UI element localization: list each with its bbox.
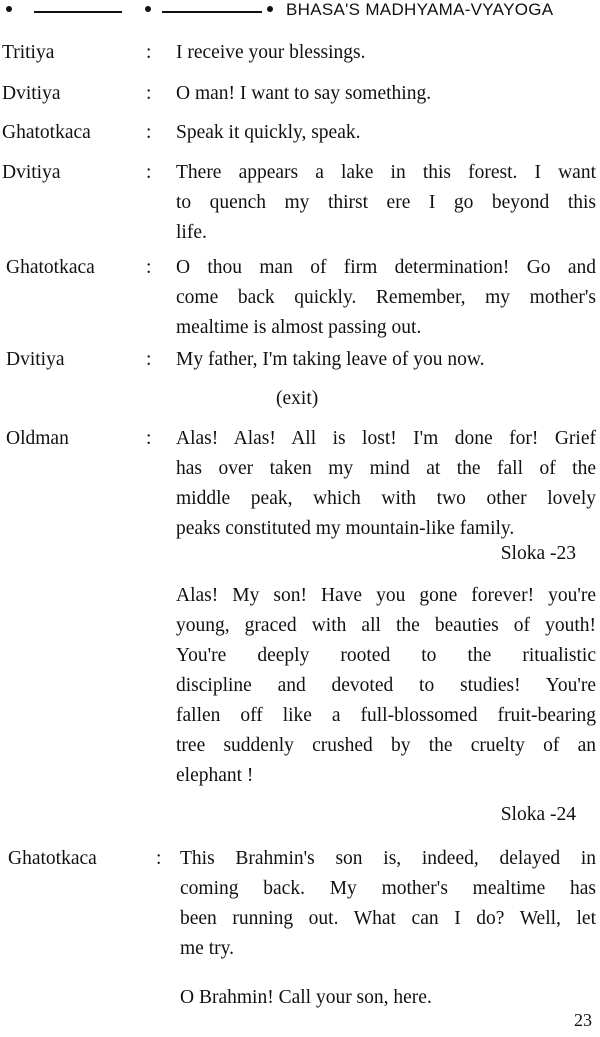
paragraph-line: Alas! My son! Have you gone forever! you're xyxy=(176,585,596,606)
paragraph-line: You're deeply rooted to the ritualistic xyxy=(176,645,596,666)
paragraph-line: discipline and devoted to studies! You're xyxy=(176,675,596,696)
speaker-colon: : xyxy=(146,257,152,278)
speech-line: There appears a lake in this forest. I want xyxy=(176,162,596,183)
speech-line: Speak it quickly, speak. xyxy=(176,122,361,143)
running-header xyxy=(0,0,600,26)
header-bullet-icon xyxy=(145,6,151,12)
speech-line: coming back. My mother's mealtime has xyxy=(180,878,596,899)
sloka-reference: Sloka -23 xyxy=(500,543,576,564)
paragraph-line: young, graced with all the beauties of youth! xyxy=(176,615,596,636)
speech-line: me try. xyxy=(180,938,234,959)
speaker-name: Dvitiya xyxy=(6,349,65,370)
speaker-colon: : xyxy=(146,349,152,370)
speaker-name: Oldman xyxy=(6,428,69,449)
speaker-name: Ghatotkaca xyxy=(6,257,95,278)
speech-text xyxy=(176,158,596,248)
header-rule xyxy=(34,11,122,13)
speaker-name: Dvitiya xyxy=(2,162,61,183)
speech-text xyxy=(176,118,596,148)
speech-text xyxy=(176,79,596,109)
speech-text xyxy=(176,253,596,343)
speech-line: O thou man of firm determination! Go and xyxy=(176,257,596,278)
paragraph-line: elephant ! xyxy=(176,765,254,786)
speech-line: come back quickly. Remember, my mother's xyxy=(176,287,596,308)
paragraph-line: fallen off like a full-blossomed fruit-bearing xyxy=(176,705,596,726)
page-number: 23 xyxy=(574,1010,592,1030)
speaker-colon: : xyxy=(146,428,152,449)
speech-text xyxy=(180,844,596,964)
speaker-colon: : xyxy=(146,42,152,63)
speech-line: Alas! Alas! All is lost! I'm done for! Grief xyxy=(176,428,596,449)
speech-line: My father, I'm taking leave of you now. xyxy=(176,349,485,370)
speech-line: life. xyxy=(176,222,207,243)
call-line: O Brahmin! Call your son, here. xyxy=(180,987,432,1008)
speech-line: mealtime is almost passing out. xyxy=(176,317,422,338)
speech-text xyxy=(176,345,596,375)
speaker-colon: : xyxy=(156,848,162,869)
speech-line: to quench my thirst ere I go beyond this xyxy=(176,192,596,213)
speaker-colon: : xyxy=(146,122,152,143)
speaker-name: Dvitiya xyxy=(2,83,61,104)
paragraph-line: tree suddenly crushed by the cruelty of an xyxy=(176,735,596,756)
speech-line: middle peak, which with two other lovely xyxy=(176,488,596,509)
speech-text xyxy=(176,424,596,544)
sloka-reference: Sloka -24 xyxy=(500,804,576,825)
lament-paragraph xyxy=(176,580,596,790)
speech-line: peaks constituted my mountain-like family. xyxy=(176,518,515,539)
speech-text xyxy=(176,38,596,68)
running-title: BHASA'S MADHYAMA-VYAYOGA xyxy=(286,0,554,19)
speech-line: has over taken my mind at the fall of the xyxy=(176,458,596,479)
header-rule xyxy=(162,11,262,13)
speaker-colon: : xyxy=(146,162,152,183)
speaker-colon: : xyxy=(146,83,152,104)
speaker-name: Tritiya xyxy=(2,42,55,63)
speech-line: This Brahmin's son is, indeed, delayed in xyxy=(180,848,596,869)
header-bullet-icon xyxy=(267,6,273,12)
speech-line: been running out. What can I do? Well, let xyxy=(180,908,596,929)
speaker-name: Ghatotkaca xyxy=(2,122,91,143)
speech-line: O man! I want to say something. xyxy=(176,83,432,104)
stage-direction: (exit) xyxy=(276,388,319,409)
header-bullet-icon xyxy=(6,6,12,12)
speaker-name: Ghatotkaca xyxy=(8,848,97,869)
speech-line: I receive your blessings. xyxy=(176,42,366,63)
